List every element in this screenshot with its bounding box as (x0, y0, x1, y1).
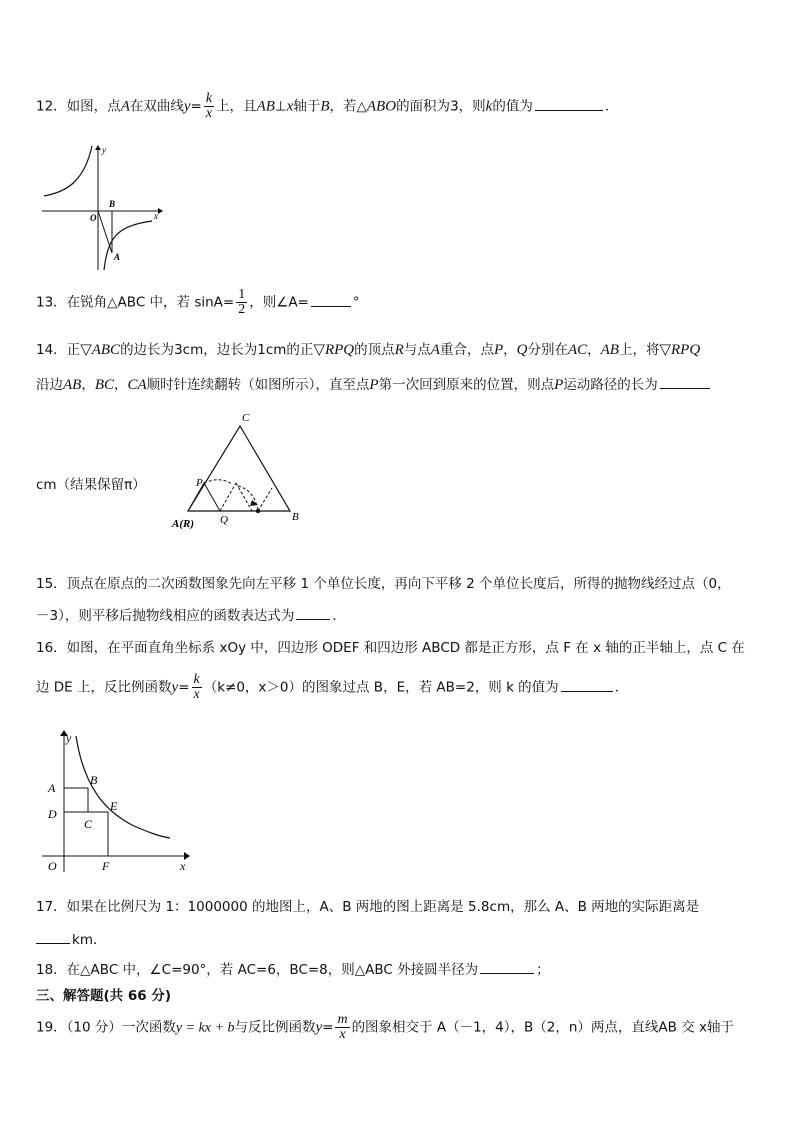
answer-blank (561, 690, 613, 692)
triangle-ABC (188, 426, 290, 511)
label-B: B (109, 199, 116, 209)
label-x: x (154, 211, 158, 221)
section-3-title: 三、解答题(共 66 分) (36, 988, 172, 1004)
question-19: 19．（10 分）一次函数y = kx + b与反比例函数y= $\frac{m}{x}$ 的图象相交于 A（－1，4），B（2，n）两点，直线AB 交 x轴于 (36, 1012, 734, 1042)
answer-blank (535, 109, 603, 111)
squares-figure (38, 728, 194, 874)
label-P: P (196, 477, 203, 489)
label-C: C (84, 817, 93, 831)
fraction-one-half: $\frac{1}{2}$ (238, 287, 246, 317)
dashed-side-3 (258, 488, 272, 511)
answer-blank (480, 972, 534, 974)
y-axis-arrow (95, 145, 101, 150)
hyperbola-figure (40, 142, 164, 272)
fraction-k-over-x: $\frac{k}{x}$ (193, 672, 200, 702)
label-B: B (292, 511, 299, 523)
question-15-line-1: 15．顶点在原点的二次函数图象先向左平移 1 个单位长度，再向下平移 2 个单位长度后，所得的抛物线经过点（0， (36, 576, 731, 592)
question-15-line-2: －3），则平移后抛物线相应的函数表达式为 ． (36, 608, 346, 624)
x-axis-arrow (158, 208, 163, 214)
question-12: 12．如图，点A在双曲线y= $\frac{k}{x}$ 上，且AB⊥x轴于B，若△ABO的面积为3，则k的值为 ． (36, 91, 619, 121)
square-ABCD (64, 788, 88, 812)
question-16-line-1: 16．如图，在平面直角坐标系 xOy 中，四边形 ODEF 和四边形 ABCD 都是正方形，点 F 在 x 轴的正半轴上，点 C 在 (36, 640, 745, 656)
label-O: O (90, 213, 97, 223)
answer-blank (660, 387, 710, 389)
question-17-line-1: 17．如果在比例尺为 1：1000000 的地图上，A、B 两地的图上距离是 5.8cm，那么 A、B 两地的实际距离是 (36, 899, 700, 915)
label-y: y (66, 731, 72, 745)
question-13: 13．在锐角△ABC 中，若 sinA= $\frac{1}{2}$ ，则∠A= ° (36, 287, 360, 317)
dashed-side-2 (236, 483, 252, 511)
label-x: x (180, 859, 186, 873)
answer-blank (311, 305, 351, 307)
segment-OA (98, 211, 112, 253)
label-D: D (48, 807, 57, 821)
label-E: E (110, 799, 118, 813)
path-arc-2 (238, 486, 258, 510)
question-14-line-3: cm（结果保留π） (36, 477, 146, 493)
fraction-m-over-x: $\frac{m}{x}$ (337, 1012, 348, 1042)
triangle-RPQ (188, 483, 220, 511)
label-Q: Q (220, 514, 228, 526)
hyperbola-left-branch (44, 146, 92, 196)
label-F: F (102, 859, 110, 873)
answer-blank (296, 618, 330, 620)
arrowhead (250, 500, 258, 506)
label-A: A (48, 781, 56, 795)
triangle-flip-figure (168, 410, 308, 534)
path-arc-1 (204, 480, 232, 484)
label-C: C (242, 412, 250, 424)
label-A: A (114, 252, 121, 262)
label-B: B (90, 773, 98, 787)
fraction-k-over-x: $\frac{k}{x}$ (205, 91, 213, 121)
question-14-line-1: 14．正▽ABC的边长为3cm，边长为1cm的正▽RPQ的顶点R与点A重合，点P，Q分别在AC，AB上，将▽RPQ (36, 342, 701, 358)
question-18: 18．在△ABC 中，∠C=90°，若 AC=6，BC=8，则△ABC 外接圆半径为 ； (36, 962, 550, 978)
answer-blank (36, 942, 70, 944)
hyperbola-right-branch (104, 221, 152, 270)
label-O: O (48, 859, 57, 873)
label-AR: A(R) (172, 518, 194, 530)
dashed-side-1 (220, 483, 236, 511)
question-16-line-2: 边 DE 上，反比例函数y= $\frac{k}{x}$ （k≠0，x＞0）的图象过点 B，E，若 AB=2，则 k 的值为 ． (36, 672, 629, 702)
end-point (256, 509, 260, 513)
question-14-line-2: 沿边AB，BC，CA顺时针连续翻转（如图所示），直至点P第一次回到原来的位置，则点P运动路径的长为 (36, 373, 712, 394)
question-17-line-2: km． (36, 928, 106, 948)
label-y: y (102, 145, 106, 155)
